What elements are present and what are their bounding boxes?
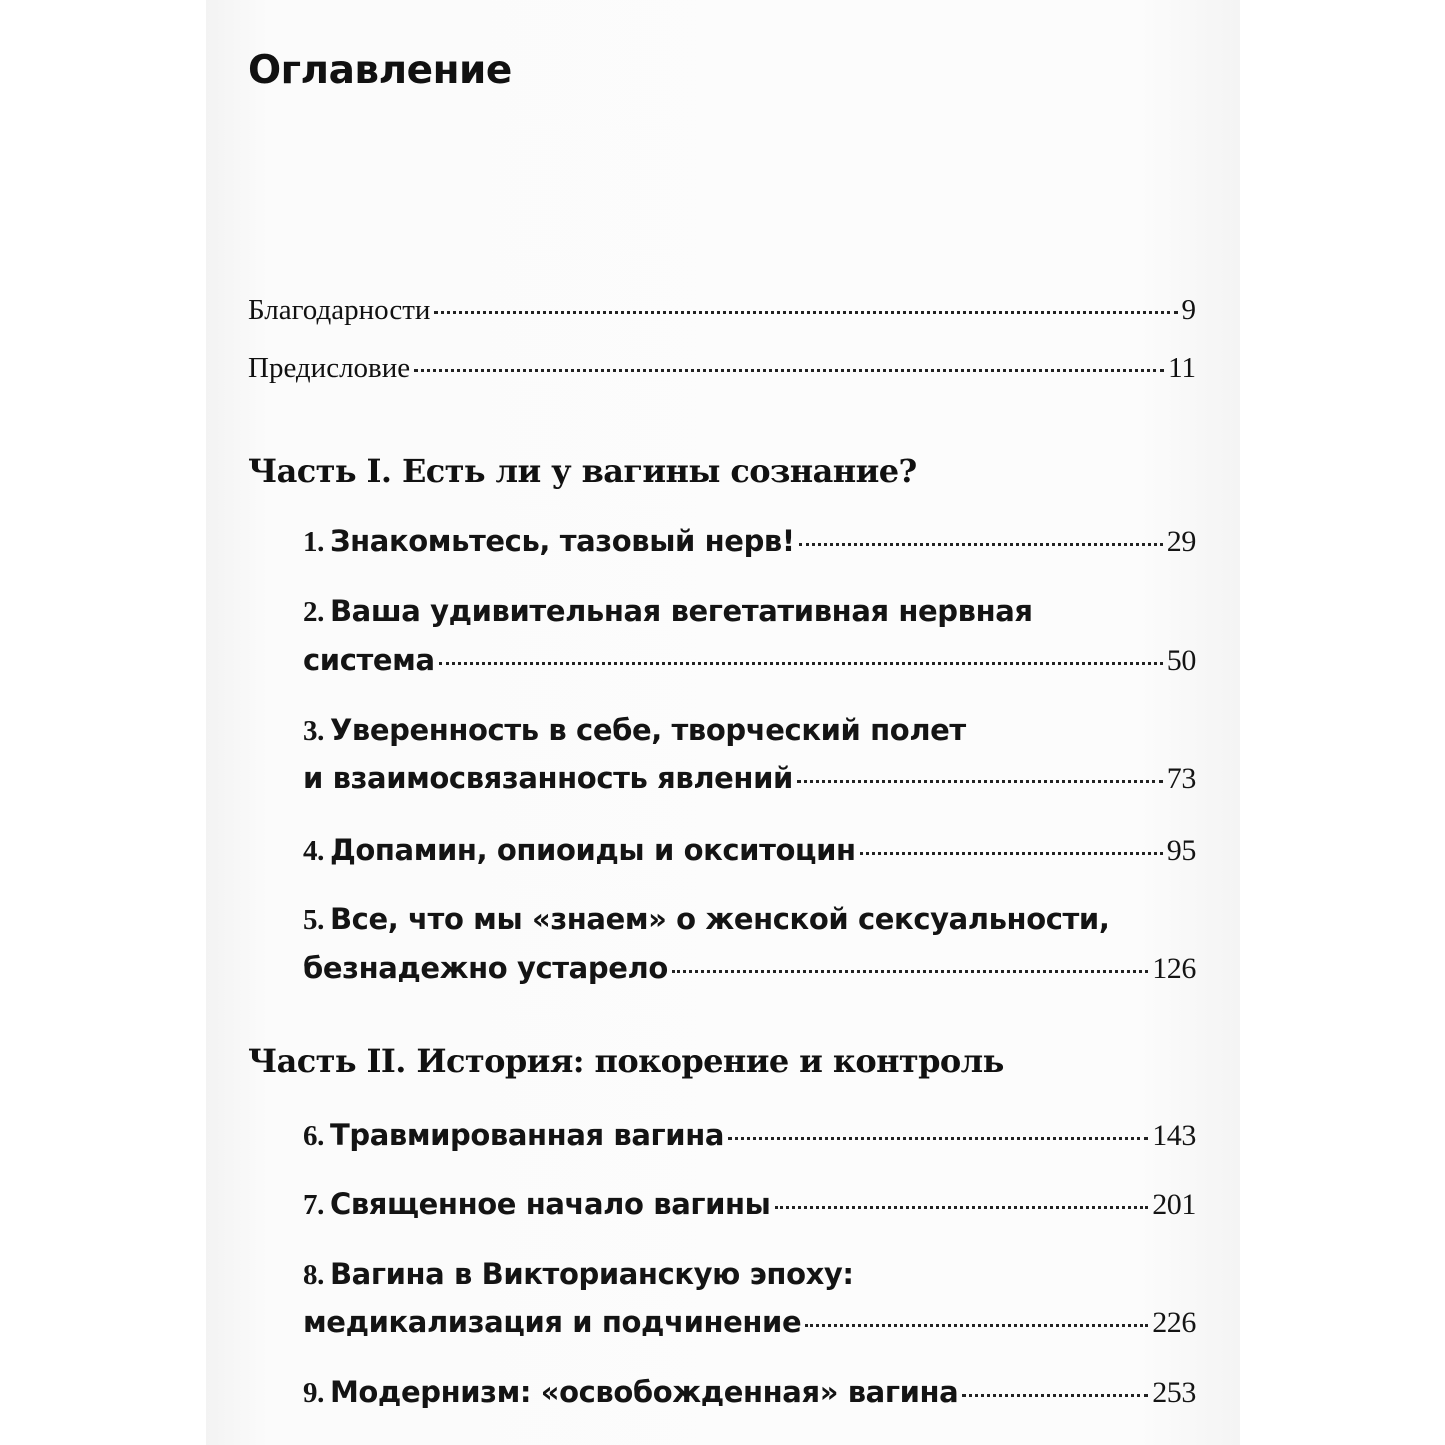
chapter-number: 3. bbox=[303, 715, 324, 747]
toc-entry-chapter-6[interactable] bbox=[303, 1118, 1196, 1153]
chapter-number: 6. bbox=[303, 1120, 324, 1152]
dot-leader bbox=[962, 1393, 1148, 1397]
chapter-title: Вагина в Викторианскую эпоху: bbox=[329, 1257, 854, 1291]
chapter-number: 4. bbox=[303, 835, 324, 867]
toc-page-number: 253 bbox=[1152, 1376, 1196, 1409]
toc-entry-chapter-4[interactable] bbox=[303, 833, 1196, 868]
chapter-title: Допамин, опиоиды и окситоцин bbox=[329, 833, 856, 867]
toc-entry-chapter-3[interactable] bbox=[303, 761, 1196, 796]
toc-entry-chapter-5-line1[interactable] bbox=[303, 902, 1109, 937]
chapter-title: Модернизм: «освобожденная» вагина bbox=[329, 1375, 959, 1409]
toc-page-number: 50 bbox=[1166, 644, 1196, 677]
toc-page-number: 73 bbox=[1166, 762, 1196, 795]
toc-page-number: 143 bbox=[1152, 1119, 1196, 1152]
toc-page-number: 95 bbox=[1166, 834, 1196, 867]
toc-entry-chapter-8[interactable] bbox=[303, 1305, 1196, 1340]
toc-page-number: 29 bbox=[1166, 525, 1196, 558]
chapter-title: Все, что мы «знаем» о женской сексуальности, bbox=[329, 902, 1110, 936]
chapter-number: 5. bbox=[303, 904, 324, 936]
chapter-title-continued: безнадежно устарело bbox=[303, 951, 668, 985]
chapter-title: Травмированная вагина bbox=[329, 1118, 724, 1152]
page-title: Оглавление bbox=[248, 48, 512, 94]
chapter-title-continued: медикализация и подчинение bbox=[303, 1305, 802, 1339]
part-heading-2: Часть II. История: покорение и контроль bbox=[248, 1042, 1004, 1080]
toc-entry-chapter-9[interactable] bbox=[303, 1375, 1196, 1410]
dot-leader bbox=[434, 310, 1177, 314]
chapter-title-continued: и взаимосвязанность явлений bbox=[303, 761, 793, 795]
toc-entry-chapter-7[interactable] bbox=[303, 1187, 1196, 1222]
toc-entry-label: Предисловие bbox=[248, 352, 411, 384]
toc-page-number: 11 bbox=[1168, 352, 1196, 384]
dot-leader bbox=[672, 969, 1148, 973]
chapter-title-continued: система bbox=[303, 643, 435, 677]
toc-entry-label: Благодарности bbox=[248, 294, 431, 326]
toc-entry-chapter-5[interactable] bbox=[303, 951, 1196, 986]
part-heading-1: Часть I. Есть ли у вагины сознание? bbox=[248, 452, 917, 490]
dot-leader bbox=[860, 851, 1163, 855]
dot-leader bbox=[775, 1205, 1149, 1209]
dot-leader bbox=[728, 1136, 1148, 1140]
chapter-title: Знакомьтесь, тазовый нерв! bbox=[329, 524, 795, 558]
toc-page-number: 201 bbox=[1152, 1188, 1196, 1221]
toc-entry-chapter-3-line1[interactable] bbox=[303, 713, 966, 748]
dot-leader bbox=[805, 1323, 1148, 1327]
dot-leader bbox=[439, 661, 1163, 665]
chapter-number: 9. bbox=[303, 1377, 324, 1409]
toc-entry-chapter-2[interactable] bbox=[303, 643, 1196, 678]
chapter-number: 1. bbox=[303, 526, 324, 558]
toc-entry-chapter-1[interactable] bbox=[303, 524, 1196, 559]
toc-entry-chapter-2-line1[interactable] bbox=[303, 594, 1033, 629]
chapter-title: Священное начало вагины bbox=[329, 1187, 771, 1221]
dot-leader bbox=[797, 779, 1163, 783]
toc-page-number: 9 bbox=[1181, 294, 1196, 326]
chapter-title: Ваша удивительная вегетативная нервная bbox=[329, 594, 1033, 628]
toc-page-number: 226 bbox=[1152, 1306, 1196, 1339]
toc-entry-preface[interactable] bbox=[248, 352, 1196, 385]
chapter-title: Уверенность в себе, творческий полет bbox=[329, 713, 966, 747]
toc-entry-acknowledgements[interactable] bbox=[248, 294, 1196, 327]
toc-page-number: 126 bbox=[1152, 952, 1196, 985]
show-through-text bbox=[780, 22, 1200, 302]
chapter-number: 7. bbox=[303, 1189, 324, 1221]
dot-leader bbox=[414, 368, 1164, 372]
chapter-number: 2. bbox=[303, 596, 324, 628]
toc-entry-chapter-8-line1[interactable] bbox=[303, 1257, 854, 1292]
chapter-number: 8. bbox=[303, 1259, 324, 1291]
dot-leader bbox=[799, 542, 1163, 546]
